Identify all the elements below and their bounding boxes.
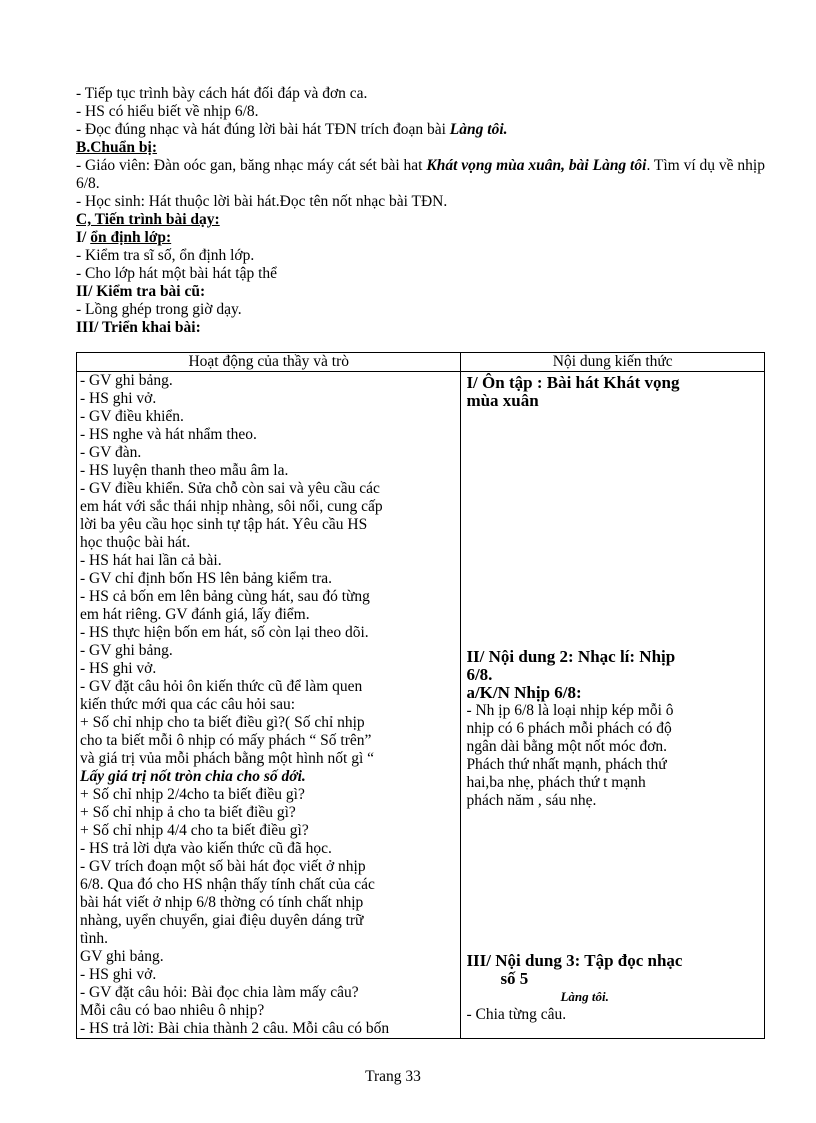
activity-line: lời ba yêu cầu học sinh tự tập hát. Yêu cầu HS xyxy=(80,516,368,533)
content-line: nhịp có 6 phách mỗi phách có độ xyxy=(466,720,672,737)
activity-line: bài hát viết ở nhịp 6/8 thờng có tính chất nhịp xyxy=(80,894,364,911)
objective-line: - HS có hiểu biết về nhịp 6/8. xyxy=(76,103,259,120)
student-prep: - Học sinh: Hát thuộc lời bài hát.Đọc tên nốt nhạc bài TĐN. xyxy=(76,193,448,210)
section-2-item: - Lồng ghép trong giờ dạy. xyxy=(76,301,242,318)
activity-line: + Số chỉ nhịp 2/4cho ta biết điều gì? xyxy=(80,786,305,803)
activity-line: - HS cả bốn em lên bảng cùng hát, sau đó từng xyxy=(80,588,370,605)
activity-line: - GV ghi bảng. xyxy=(80,642,173,659)
activity-line: nhàng, uyển chuyển, giai điệu duyên dáng trữ xyxy=(80,912,364,929)
activity-line: GV ghi bảng. xyxy=(80,948,164,965)
content-line: - Nh ịp 6/8 là loại nhịp kép mỗi ô xyxy=(466,702,674,719)
activity-line: 6/8. Qua đó cho HS nhận thấy tính chất của các xyxy=(80,876,375,893)
content-line: hai,ba nhẹ, phách thứ t mạnh xyxy=(466,774,646,791)
activity-line: + Số chỉ nhịp cho ta biết điều gì?( Số chỉ nhịp xyxy=(80,714,365,731)
activity-line: - HS ghi vở. xyxy=(80,390,157,407)
activity-line: - GV điều khiển. Sửa chỗ còn sai và yêu cầu các xyxy=(80,480,380,497)
content-section-2-body xyxy=(466,702,760,810)
activity-line: em hát riêng. GV đánh giá, lấy điểm. xyxy=(80,606,310,623)
content-line: phách năm , sáu nhẹ. xyxy=(466,792,597,809)
header-activities: Hoạt động của thầy và trò xyxy=(77,353,461,372)
activity-line: - HS hát hai lần cả bài. xyxy=(80,552,222,569)
activity-line: Lấy giá trị nốt tròn chia cho số dới. xyxy=(80,768,306,785)
content-section-2: II/ Nội dung 2: Nhạc lí: Nhịp 6/8. a/K/N Nhịp 6/8: - Nh ịp 6/8 là loại nhịp kép mỗi ô nhịp có 6 phách mỗi phách có độ ngân dài bằng một nốt móc đơn. Phách thứ nhất mạnh, phách thứ hai,ba nhẹ, phách thứ t mạnh phách năm , sáu nhẹ. xyxy=(466,648,760,810)
content-cell xyxy=(461,372,765,1039)
content-line: Phách thứ nhất mạnh, phách thứ xyxy=(466,756,667,773)
content-line: ngân dài bằng một nốt móc đơn. xyxy=(466,738,668,755)
activity-line: - GV điều khiển. xyxy=(80,408,184,425)
section-c-heading: C, Tiến trình bài dạy: xyxy=(76,211,220,228)
content-section-3: III/ Nội dung 3: Tập đọc nhạc số 5 Làng tôi. - Chia từng câu. xyxy=(466,951,683,1023)
activity-line: - HS ghi vở. xyxy=(80,966,157,983)
header-content: Nội dung kiến thức xyxy=(461,353,765,372)
activity-line: tình. xyxy=(80,930,108,947)
activity-line: - HS trả lời: Bài chia thành 2 câu. Mỗi câu có bốn xyxy=(80,1020,390,1037)
activity-line: - HS trả lời dựa vào kiến thức cũ đã học. xyxy=(80,840,332,857)
activity-line: kiến thức mới qua các câu hỏi sau: xyxy=(80,696,296,713)
section-3-heading: III/ Triển khai bài: xyxy=(76,319,201,336)
activity-line: + Số chỉ nhịp ả cho ta biết điều gì? xyxy=(80,804,296,821)
objective-line: - Đọc đúng nhạc và hát đúng lời bài hát TĐN trích đoạn bài Làng tôi. xyxy=(76,121,508,138)
activity-line: - GV đàn. xyxy=(80,444,142,461)
section-2-heading: II/ Kiểm tra bài cũ: xyxy=(76,283,206,300)
activity-line: - GV đặt câu hỏi: Bài đọc chia làm mấy câu? xyxy=(80,984,359,1001)
teacher-prep: - Giáo viên: Đàn oóc gan, băng nhạc máy cát sét bài hat Khát vọng mùa xuân, bài Làng tôi. Tìm ví dụ về nhịp 6/8. xyxy=(76,157,765,192)
section-b-heading: B.Chuẩn bị: xyxy=(76,139,157,156)
activity-line: cho ta biết mỗi ô nhịp có mấy phách “ Số trên” xyxy=(80,732,372,749)
activity-line: và giá trị vủa mỗi phách bằng một hình nốt gì “ xyxy=(80,750,375,767)
activity-line: em hát với sắc thái nhịp nhàng, sôi nổi, cung cấp xyxy=(80,498,383,515)
lesson-intro xyxy=(76,85,776,337)
activity-line: - HS luyện thanh theo mẫu âm la. xyxy=(80,462,289,479)
lesson-table xyxy=(76,352,765,1039)
activity-line: - GV trích đoạn một số bài hát đọc viết ở nhịp xyxy=(80,858,366,875)
activity-line: học thuộc bài hát. xyxy=(80,534,191,551)
activity-line: - GV đặt câu hỏi ôn kiến thức cũ để làm quen xyxy=(80,678,363,695)
objective-line: - Tiếp tục trình bày cách hát đối đáp và đơn ca. xyxy=(76,85,368,102)
section-1-item: - Cho lớp hát một bài hát tập thể xyxy=(76,265,278,282)
activity-line: + Số chỉ nhịp 4/4 cho ta biết điều gì? xyxy=(80,822,309,839)
activity-line: - GV chỉ định bốn HS lên bảng kiểm tra. xyxy=(80,570,332,587)
section-1-heading: I/ ổn định lớp: xyxy=(76,229,172,246)
activity-line: - HS thực hiện bốn em hát, số còn lại theo dõi. xyxy=(80,624,369,641)
section-1-item: - Kiểm tra sĩ số, ổn định lớp. xyxy=(76,247,255,264)
activity-line: - GV ghi bảng. xyxy=(80,372,173,389)
content-section-1: I/ Ôn tập : Bài hát Khát vọng mùa xuân xyxy=(466,373,680,410)
table-header-row xyxy=(77,353,765,372)
activity-line: - HS nghe và hát nhẩm theo. xyxy=(80,426,257,443)
page-number: Trang 33 xyxy=(365,1068,421,1085)
activity-line: Mỗi câu có bao nhiêu ô nhịp? xyxy=(80,1002,265,1019)
table-row xyxy=(77,372,765,1039)
activities-cell xyxy=(77,372,461,1039)
activity-line: - HS ghi vở. xyxy=(80,660,157,677)
